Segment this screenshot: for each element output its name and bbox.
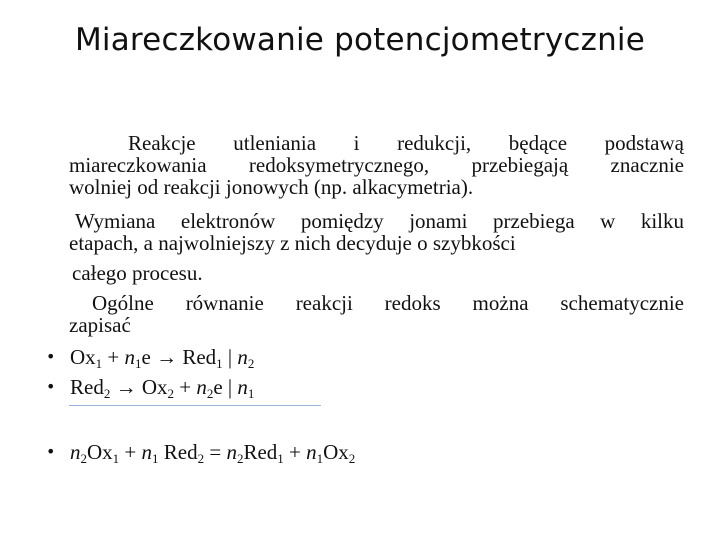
eq-term: Red [158, 440, 198, 464]
eq-operator: + [283, 440, 307, 464]
eq-variable: n [124, 345, 136, 369]
slide-title: Miareczkowanie potencjometrycznie [74, 22, 646, 58]
eq-subscript: 1 [216, 356, 223, 371]
eq-term: Red [70, 375, 104, 399]
bullet-icon: • [46, 347, 56, 366]
eq-operator: + [102, 345, 125, 369]
eq-subscript: 2 [80, 451, 87, 466]
eq-subscript: 2 [197, 451, 205, 466]
eq-subscript: 1 [135, 356, 142, 371]
eq-subscript: 2 [167, 386, 174, 401]
eq-variable: n [196, 375, 207, 399]
eq-term: Ox [141, 375, 168, 399]
equation-overall-redox [46, 440, 355, 465]
eq-subscript: 1 [152, 451, 159, 466]
eq-term: Red [243, 440, 278, 464]
equation-oxidant-reduction [46, 345, 254, 370]
eq-operator: = [204, 440, 227, 464]
eq-operator: → [110, 375, 142, 399]
paragraph-line: Ogólne równanie reakcji redoks można schematycznie [92, 291, 684, 315]
eq-operator: + [174, 375, 197, 399]
eq-subscript: 2 [236, 451, 244, 466]
eq-subscript: 2 [247, 356, 255, 371]
eq-subscript: 1 [247, 386, 255, 401]
eq-subscript: 1 [95, 356, 103, 371]
eq-subscript: 1 [277, 451, 284, 466]
eq-subscript: 1 [112, 451, 120, 466]
bullet-icon: • [46, 377, 56, 396]
eq-term: e → [141, 345, 183, 369]
eq-subscript: 2 [103, 386, 111, 401]
eq-variable: n [141, 440, 153, 464]
eq-term: Ox [70, 345, 96, 369]
eq-variable: n [237, 375, 248, 399]
paragraph-line: całego procesu. [72, 261, 203, 285]
eq-term: Ox [87, 440, 113, 464]
equation-reductant-oxidation [46, 375, 254, 400]
eq-term: Ox [323, 440, 349, 464]
eq-variable: n [70, 440, 81, 464]
eq-operator: | [222, 345, 238, 369]
paragraph-line: zapisać [69, 313, 131, 337]
eq-variable: n [237, 345, 248, 369]
paragraph-line: miareczkowania redoksymetrycznego, przebiegają znacznie [69, 153, 684, 177]
paragraph-line: Reakcje utleniania i redukcji, będące podstawą [128, 131, 684, 155]
eq-subscript: 1 [316, 451, 324, 466]
eq-subscript: 2 [348, 451, 356, 466]
eq-term: e | [213, 375, 238, 399]
paragraph-line: wolniej od reakcji jonowych (np. alkacymetria). [69, 175, 474, 199]
bullet-icon: • [46, 442, 56, 461]
eq-subscript: 2 [206, 386, 214, 401]
paragraph-line: Wymiana elektronów pomiędzy jonami przebiega w kilku [75, 209, 684, 233]
eq-operator: + [119, 440, 142, 464]
paragraph-line: etapach, a najwolniejszy z nich decyduje o szybkości [69, 231, 516, 255]
eq-variable: n [226, 440, 237, 464]
separator-line [69, 405, 321, 406]
eq-term: Red [182, 345, 217, 369]
eq-variable: n [306, 440, 317, 464]
